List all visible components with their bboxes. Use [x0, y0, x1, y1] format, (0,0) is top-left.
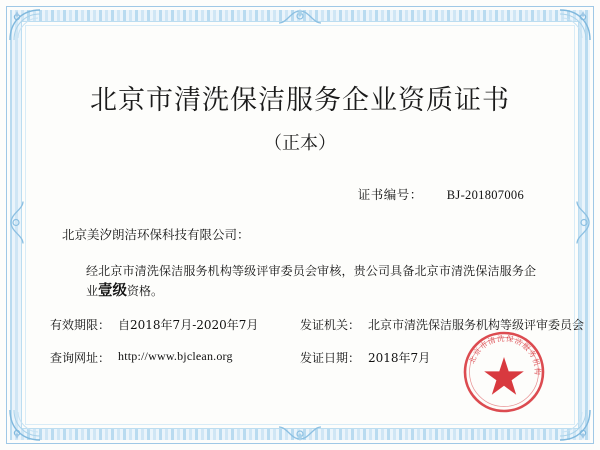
certificate-number-value: BJ-201807006 — [446, 188, 524, 202]
svg-text:北京市清洗保洁服务机构等级评审委员会: 北京市清洗保洁服务机构 — [467, 333, 543, 377]
page-title: 北京市清洗保洁服务企业资质证书 — [90, 85, 510, 116]
certificate-footer — [50, 316, 585, 382]
page-subtitle: （正本） — [264, 133, 336, 154]
footer-row — [50, 349, 550, 366]
certificate-number-label: 证书编号： — [357, 187, 423, 202]
query-url-label: 查询网址： — [50, 351, 111, 365]
certificate-content — [34, 34, 585, 416]
company-name: 北京美汐朗洁环保科技有限公司： — [62, 227, 250, 242]
query-url-value[interactable]: http://www.bjclean.org — [118, 349, 233, 363]
certificate-number-row — [50, 185, 550, 203]
query-url-field — [50, 349, 300, 366]
body-prefix: 经北京市清洗保洁服务机构等级评审委员会审核，贵公司具备北京市清洗保洁服务企业 — [86, 264, 536, 298]
issuer-label: 发证机关： — [300, 318, 361, 332]
validity-label: 有效期限： — [50, 318, 111, 332]
issuer-field — [300, 316, 584, 333]
footer-row — [50, 316, 585, 333]
certificate-body — [50, 261, 550, 301]
validity-value: 自2018年7月-2020年7月 — [118, 318, 259, 332]
validity-field — [50, 316, 300, 333]
issuer-value: 北京市清洗保洁服务机构等级评审委员会 — [368, 318, 585, 332]
grade-emphasis: 壹级 — [98, 282, 128, 299]
issue-date-label: 发证日期： — [300, 351, 361, 365]
issue-date-field — [300, 349, 550, 366]
issue-date-value: 2018年7月 — [368, 351, 431, 365]
body-suffix: 资格。 — [127, 284, 164, 298]
